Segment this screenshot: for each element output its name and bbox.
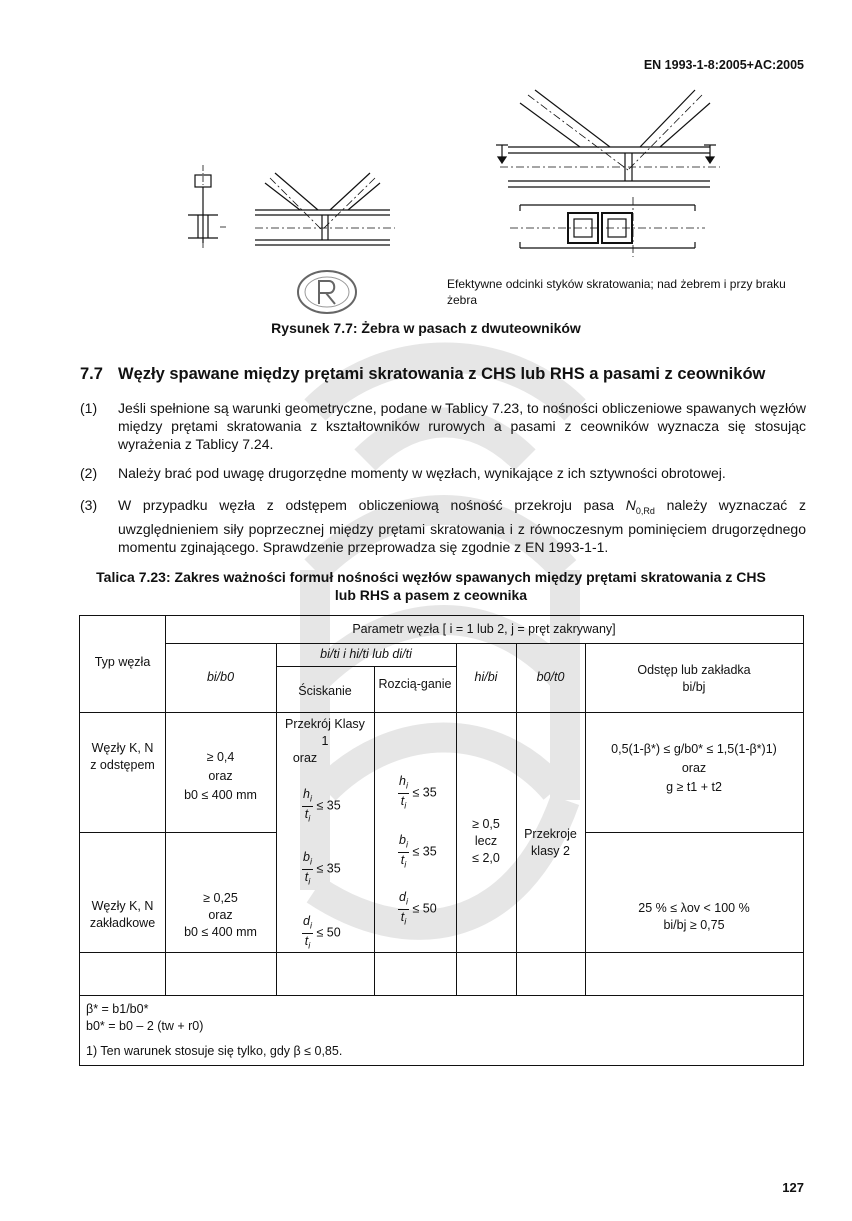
paragraph-number: (1) bbox=[80, 400, 98, 416]
large-joint-drawing bbox=[496, 90, 720, 187]
small-joint-drawing bbox=[255, 173, 395, 245]
paragraph-number: (2) bbox=[80, 465, 98, 481]
section-number: 7.7 bbox=[80, 365, 103, 383]
row-gap-bi-b0: ≥ 0,4 oraz b0 ≤ 400 mm bbox=[184, 750, 257, 802]
footnote-beta: β* = b1/b0* bbox=[86, 1002, 149, 1016]
section-title: Węzły spawane między prętami skratowania z CHS lub RHS a pasami z ceowników bbox=[118, 365, 766, 383]
tension-hi-ti: $\frac{h_i}{t_i}$ ≤ 35 bbox=[399, 774, 437, 810]
figure-caption: Rysunek 7.7: Żebra w pasach z dwuteowników bbox=[271, 320, 581, 336]
paragraph-text: Jeśli spełnione są warunki geometryczne, podane w Tablicy 7.23, to nośności obliczeniowe spawanych węzłów między prętami skratowania z kształtowników rurowych a pasami z ceowników wyznacza się stosując wyrażenia z Tablicy 7.24. bbox=[118, 400, 806, 452]
header-joint-type: Typ węzła bbox=[94, 655, 151, 669]
page-number: 127 bbox=[782, 1180, 804, 1195]
figure-drawings bbox=[180, 85, 740, 265]
compression-bi-ti: $\frac{b_i}{t_i}$ ≤ 35 bbox=[303, 850, 341, 886]
tension-di-ti: $\frac{d_i}{t_i}$ ≤ 50 bbox=[399, 890, 437, 926]
compression-di-ti: $\frac{d_i}{t_i}$ ≤ 50 bbox=[303, 914, 341, 950]
row-overlap-bi-b0: ≥ 0,25 oraz b0 ≤ 400 mm bbox=[184, 891, 257, 939]
paragraph-text: W przypadku węzła z odstępem obliczeniową nośność przekroju pasa $N_{0,Rd}$ należy wyznaczać z uwzględnieniem siły poprzecznej między prętami skratowania i z równoczesnym pominięciem drugorzędnego momentu zginającego. Sprawdzenie przeprowadza się zgodnie z EN 1993-1-1. bbox=[118, 497, 806, 555]
header-compression: Ściskanie bbox=[298, 684, 352, 698]
row-overlap-type: Węzły K, N zakładkowe bbox=[89, 899, 156, 930]
header-gap-overlap: Odstęp lub zakładka bi/bj bbox=[637, 663, 751, 694]
row-gap-condition: 0,5(1-β*) ≤ g/b0* ≤ 1,5(1-β*)1) oraz g ≥ t1 + t2 bbox=[611, 742, 777, 794]
b0-t0-class: Przekroje klasy 2 bbox=[524, 827, 577, 858]
footnote-condition: 1) Ten warunek stosuje się tylko, gdy β ≤ 0,85. bbox=[86, 1044, 343, 1058]
header-hi-bi: hi/bi bbox=[474, 670, 498, 684]
paragraph-number: (3) bbox=[80, 497, 98, 513]
hi-bi-range: ≥ 0,5 lecz ≤ 2,0 bbox=[472, 817, 500, 865]
row-gap-type: Węzły K, N z odstępem bbox=[90, 741, 155, 772]
table-title: Talica 7.23: Zakres ważności formuł nośności węzłów spawanych między prętami skratowania z CHS lub RHS a pasem z ceownika bbox=[96, 569, 766, 603]
validity-table bbox=[79, 615, 804, 1066]
section-drawing bbox=[510, 197, 705, 257]
figure-note: Efektywne odcinki styków skratowania; nad żebrem i przy braku żebra bbox=[447, 277, 786, 307]
paragraph-1 bbox=[80, 399, 806, 453]
tension-bi-ti: $\frac{b_i}{t_i}$ ≤ 35 bbox=[399, 833, 437, 869]
section-heading bbox=[80, 365, 765, 384]
row-overlap-condition: 25 % ≤ λov < 100 % bi/bj ≥ 0,75 bbox=[638, 901, 750, 932]
registration-seal bbox=[295, 268, 359, 316]
paragraph-text: Należy brać pod uwagę drugorzędne momenty w węzłach, wynikające z ich sztywności obrotowej. bbox=[118, 465, 726, 481]
i-section-drawing bbox=[188, 165, 226, 250]
standard-code: EN 1993-1-8:2005+AC:2005 bbox=[643, 58, 804, 72]
paragraph-3 bbox=[80, 496, 806, 556]
header-parameters: Parametr węzła [ i = 1 lub 2, j = pręt zakrywany] bbox=[352, 622, 616, 636]
paragraph-2 bbox=[80, 464, 806, 482]
header-tension: Rozcią-ganie bbox=[378, 677, 452, 691]
header-ratio-group: bi/ti i hi/ti lub di/ti bbox=[320, 647, 412, 661]
header-bi-b0: bi/b0 bbox=[206, 670, 235, 684]
compression-hi-ti: $\frac{h_i}{t_i}$ ≤ 35 bbox=[303, 787, 341, 823]
footnote-b0: b0* = b0 – 2 (tw + r0) bbox=[86, 1019, 204, 1033]
compression-class: Przekrój Klasy 1 oraz bbox=[285, 717, 365, 765]
header-b0-t0: b0/t0 bbox=[536, 670, 565, 684]
